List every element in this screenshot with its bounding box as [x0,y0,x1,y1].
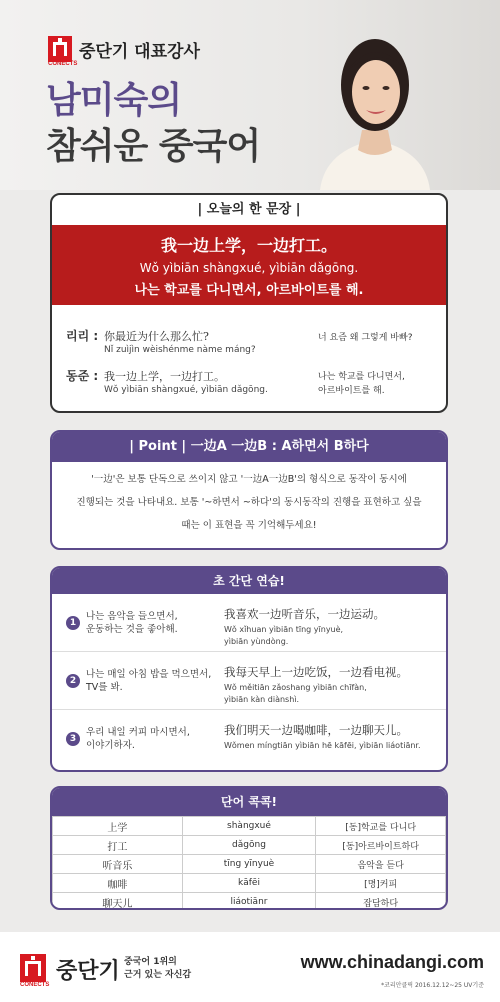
main-sentence-chinese: 我一边上学，一边打工。 [160,236,337,255]
logo-subtext: CONECTS [48,61,78,67]
point-card-heading: | Point | 一边A 一边B : A하면서 B하다 [52,432,446,462]
footer-slogan-line: 근거 있는 자신감 [124,970,192,980]
vocab-chinese: 聊天儿 [53,893,183,911]
practice-card [50,566,448,772]
vocab-pinyin: dǎgōng [182,836,316,855]
footer-logo-subtext: CONECTS [20,982,50,988]
vocab-row [53,817,446,836]
practice-korean-line: 운동하는 것을 좋아해. [86,624,178,635]
vocab-chinese: 上学 [53,817,183,836]
vocab-card-heading: 단어 콕콕! [52,788,446,816]
vocab-meaning: [명]커피 [316,874,446,893]
practice-korean-line: 나는 음악을 들으면서, [86,611,178,622]
vocab-pinyin: shàngxué [182,817,316,836]
practice-korean-line: 이야기하자. [86,740,135,751]
practice-item [52,710,446,768]
main-sentence-korean: 나는 학교를 다니면서, 아르바이트를 해. [134,283,364,298]
vocab-meaning: 잡담하다 [316,893,446,911]
vocab-meaning: 음악을 듣다 [316,855,446,874]
sentence-card-heading: | 오늘의 한 문장 | [197,202,301,217]
practice-pinyin [224,624,444,648]
main-sentence-band [52,225,446,305]
footer-brand: 중단기 [56,959,120,984]
practice-korean [86,726,236,752]
vocab-chinese: 咖啡 [53,874,183,893]
conects-logo-icon [48,36,72,62]
vocab-row [53,836,446,855]
vocab-row [53,893,446,911]
practice-korean-line: 나는 매일 아침 밥을 먹으면서, [86,669,212,680]
website-link[interactable]: www.chinadangi.com [300,952,484,972]
dialog-pinyin-1: Nǐ zuìjìn wèishénme nàme máng? [104,345,256,355]
vocab-card [50,786,448,910]
point-line-3: 때는 이 표현을 꼭 기억해두세요! [181,520,317,531]
practice-korean-line: TV를 봐. [86,682,123,693]
brand-row [48,36,200,62]
title-line-1: 남미숙의 [46,80,182,121]
vocab-row [53,874,446,893]
vocab-meaning: [동]학교를 다니다 [316,817,446,836]
practice-pinyin-line: Wǒ měitiān zǎoshang yìbiān chīfàn, [224,683,367,692]
main-sentence-pinyin: Wǒ yìbiān shàngxué, yìbiān dǎgōng. [139,261,359,275]
dialog-pinyin-2: Wǒ yìbiān shàngxué, yìbiān dǎgōng. [104,385,268,395]
practice-pinyin-line: Wǒ xǐhuan yìbiān tīng yīnyuè, [224,625,344,634]
vocab-chinese: 打工 [53,836,183,855]
practice-pinyin [224,740,444,752]
vocab-pinyin: liáotiānr [182,893,316,911]
practice-korean [86,668,236,694]
point-line-2: 진행되는 것을 나타내요. 보통 '~하면서 ~하다'의 동시동작의 진행을 표현하고 싶을 [76,497,422,508]
vocab-table [52,816,446,910]
practice-chinese: 我每天早上一边吃饭，一边看电视。 [224,665,408,679]
dialog-chinese-2: 我一边上学，一边打工。 [104,370,225,383]
point-card [50,430,448,550]
practice-card-heading: 초 간단 연습! [52,568,446,594]
practice-pinyin-line: Wǒmen míngtiān yìbiān hē kāfēi, yìbiān liáotiānr. [224,741,421,750]
dialog-korean-2a: 나는 학교를 다니면서, [318,372,405,382]
instructor-portrait [300,10,450,190]
dialog-korean-2b: 아르바이트를 해. [318,386,385,396]
footer-slogan-line: 중국어 1위의 [124,957,177,967]
vocab-meaning: [동]아르바이트하다 [316,836,446,855]
vocab-pinyin: kāfēi [182,874,316,893]
practice-korean-line: 우리 내일 커피 마시면서, [86,727,190,738]
practice-number: 1 [66,616,80,630]
practice-korean [86,610,236,636]
practice-pinyin-line: yìbiān yùndòng. [224,637,289,646]
conects-logo-icon [20,954,46,982]
footer [0,932,500,1002]
point-line-1: '一边'은 보통 단독으로 쓰이지 않고 '一边A一边B'의 형식으로 동작이 동시에 [91,474,407,485]
dialog-speaker-2: 동준 : [66,369,99,383]
practice-chinese: 我们明天一边喝咖啡，一边聊天儿。 [224,723,408,737]
practice-pinyin-line: yìbiān kàn diànshì. [224,695,300,704]
sentence-card [50,193,448,413]
title-line-2: 참쉬운 중국어 [46,126,261,167]
practice-number: 3 [66,732,80,746]
vocab-row [53,855,446,874]
practice-chinese: 我喜欢一边听音乐，一边运动。 [224,607,385,621]
dialog-speaker-1: 리리 : [66,329,99,343]
header-banner [0,0,500,190]
practice-item [52,594,446,652]
footer-slogan [124,956,191,982]
point-explanation [52,462,446,537]
dialog-chinese-1: 你最近为什么那么忙? [104,330,209,343]
vocab-chinese: 听音乐 [53,855,183,874]
vocab-pinyin: tīng yīnyuè [182,855,316,874]
footer-note: *코리안클릭 2016.12.12~25 UV기준 [381,982,484,989]
practice-item [52,652,446,710]
dialog-section [52,305,446,413]
dialog-korean-1: 너 요즘 왜 그렇게 바빠? [318,333,413,343]
brand-label: 중단기 대표강사 [79,41,200,62]
practice-number: 2 [66,674,80,688]
practice-pinyin [224,682,444,706]
